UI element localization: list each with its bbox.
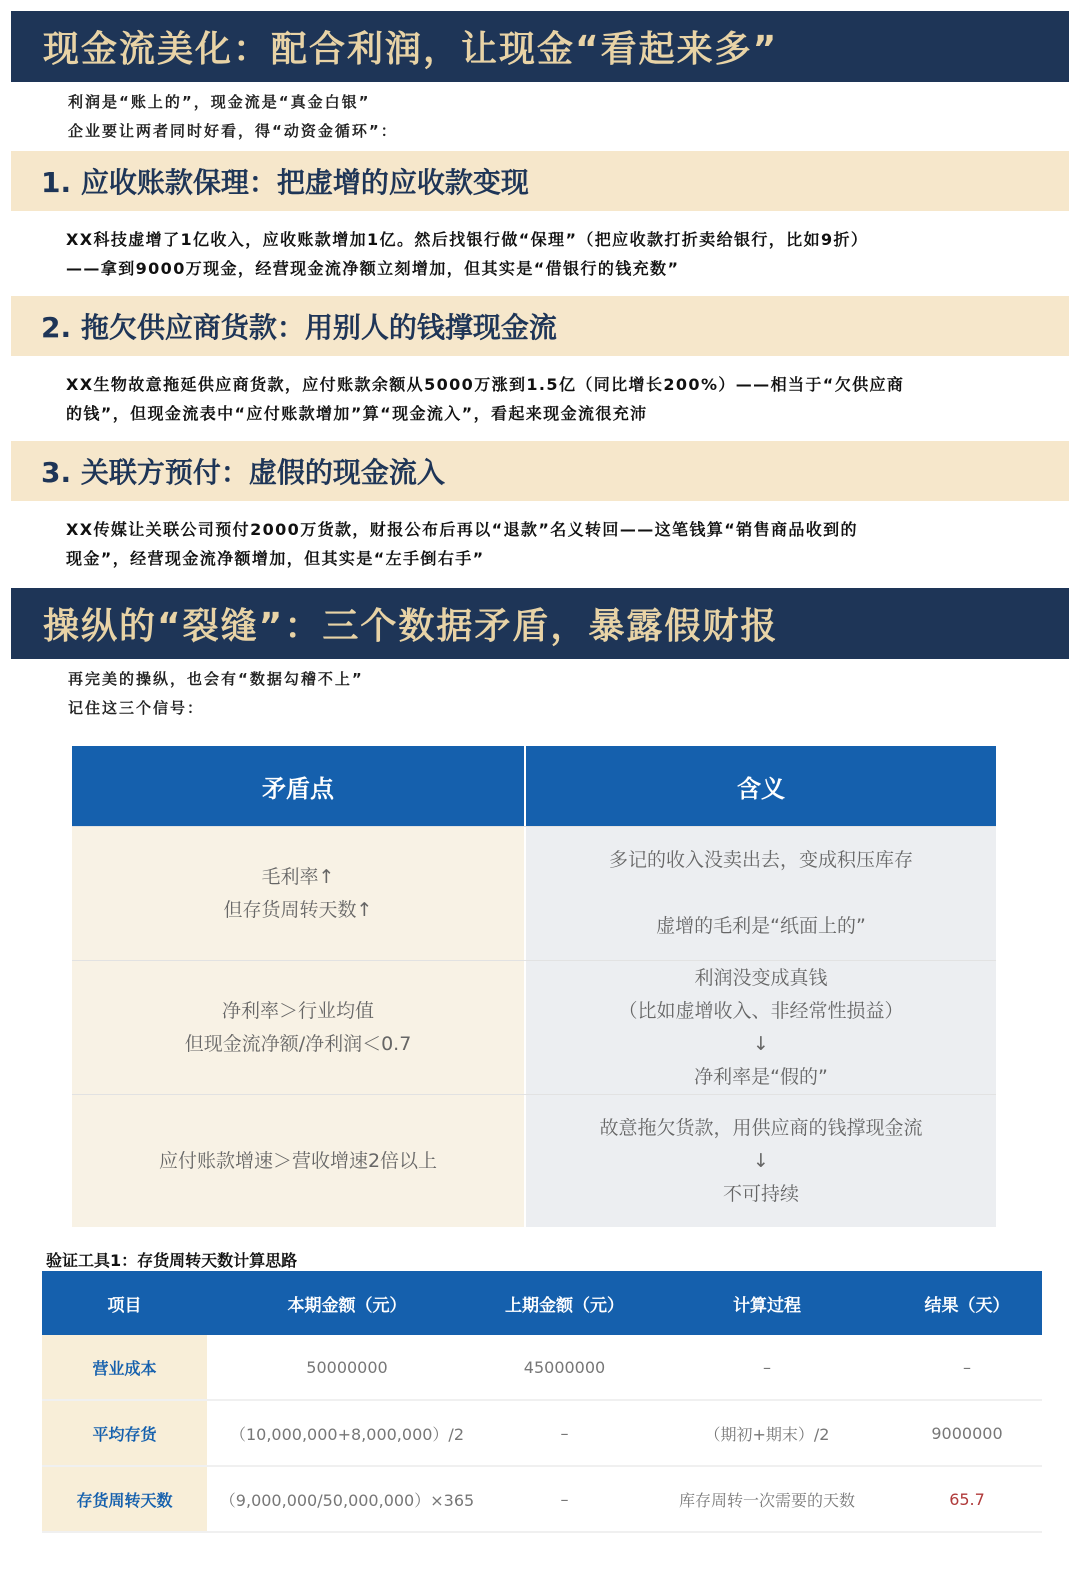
down-arrow-icon: ↓: [753, 1032, 769, 1055]
paragraph-line: ——拿到9000万现金，经营现金流净额立刻增加，但其实是“借银行的钱充数”: [66, 259, 680, 278]
column-header-process: 计算过程: [642, 1271, 892, 1335]
table-row: [72, 960, 996, 1094]
table-row: [42, 1466, 1042, 1532]
section-banner-cashflow: 现金流美化：配合利润，让现金“看起来多”: [11, 11, 1069, 82]
meaning-cell: [526, 1095, 996, 1227]
column-header-point: 矛盾点: [72, 746, 526, 826]
table-row: [72, 826, 996, 960]
row-label: 平均存货: [42, 1400, 207, 1466]
inventory-turnover-table: [42, 1271, 1042, 1533]
method-heading-1: 1. 应收账款保理：把虚增的应收款变现: [11, 151, 1069, 211]
cell-line: 净利率＞行业均值: [221, 999, 374, 1022]
method-heading-2: 2. 拖欠供应商货款：用别人的钱撑现金流: [11, 296, 1069, 356]
table-cell: –: [487, 1466, 642, 1532]
section-banner-cracks: 操纵的“裂缝”：三个数据矛盾，暴露假财报: [11, 588, 1069, 659]
column-header-current: 本期金额（元）: [207, 1271, 487, 1335]
table-cell: （9,000,000/50,000,000）×365: [207, 1466, 487, 1532]
column-header-previous: 上期金额（元）: [487, 1271, 642, 1335]
cell-line: 但存货周转天数↑: [223, 898, 373, 921]
cell-line: 但现金流净额/净利润＜0.7: [184, 1032, 412, 1055]
paragraph-line: 现金”，经营现金流净额增加，但其实是“左手倒右手”: [66, 549, 485, 568]
table-cell: （期初+期末）/2: [642, 1400, 892, 1466]
column-header-result: 结果（天）: [892, 1271, 1042, 1335]
section-intro: [68, 665, 364, 723]
point-cell: [72, 1095, 526, 1227]
paragraph-line: XX生物故意拖延供应商货款，应付账款余额从5000万涨到1.5亿（同比增长200%）——相当于“欠供应商: [66, 375, 905, 394]
column-header-meaning: 含义: [526, 746, 996, 826]
contradiction-table: [72, 746, 996, 1227]
meaning-cell: [526, 827, 996, 960]
cell-line: 虚增的毛利是“纸面上的”: [656, 915, 866, 937]
intro-line: 记住这三个信号：: [68, 699, 205, 717]
table-cell: –: [642, 1335, 892, 1400]
section-intro: [68, 88, 398, 146]
table-header-row: [72, 746, 996, 826]
cell-line: 多记的收入没卖出去，变成积压库存: [608, 849, 913, 871]
table-header-row: [42, 1271, 1042, 1335]
table-cell: （10,000,000+8,000,000）/2: [207, 1400, 487, 1466]
method-paragraph-1: [66, 225, 1056, 283]
cell-line: 应付账款增速＞营收增速2倍以上: [158, 1149, 438, 1172]
cell-line: 利润没变成真钱: [694, 966, 828, 989]
method-paragraph-3: [66, 515, 1056, 573]
point-cell: [72, 827, 526, 960]
method-paragraph-2: [66, 370, 1056, 428]
table-row: [42, 1335, 1042, 1400]
table-cell: 9000000: [892, 1400, 1042, 1466]
table-row: [42, 1400, 1042, 1466]
paragraph-line: XX传媒让关联公司预付2000万货款，财报公布后再以“退款”名义转回——这笔钱算“销售商品收到的: [66, 520, 858, 539]
column-header-item: 项目: [42, 1271, 207, 1335]
table-cell: 库存周转一次需要的天数: [642, 1466, 892, 1532]
meaning-cell: [526, 961, 996, 1094]
cell-line: 故意拖欠货款，用供应商的钱撑现金流: [599, 1116, 923, 1139]
paragraph-line: XX科技虚增了1亿收入，应收账款增加1亿。然后找银行做“保理”（把应收款打折卖给银行，比如9折）: [66, 230, 869, 249]
row-label: 存货周转天数: [42, 1466, 207, 1532]
intro-line: 利润是“账上的”，现金流是“真金白银”: [68, 93, 371, 111]
table-row: [72, 1094, 996, 1227]
result-value: 65.7: [892, 1466, 1042, 1532]
table-cell: –: [892, 1335, 1042, 1400]
intro-line: 企业要让两者同时好看，得“动资金循环”：: [68, 122, 398, 140]
row-label: 营业成本: [42, 1335, 207, 1400]
tool-title: 验证工具1：存货周转天数计算思路: [46, 1251, 298, 1270]
cell-line: 毛利率↑: [261, 865, 335, 888]
table-cell: 45000000: [487, 1335, 642, 1400]
cell-line: 不可持续: [722, 1182, 799, 1205]
paragraph-line: 的钱”，但现金流表中“应付账款增加”算“现金流入”，看起来现金流很充沛: [66, 404, 648, 423]
cell-line: （比如虚增收入、非经常性损益）: [618, 999, 904, 1022]
intro-line: 再完美的操纵，也会有“数据勾稽不上”: [68, 670, 364, 688]
point-cell: [72, 961, 526, 1094]
table-cell: 50000000: [207, 1335, 487, 1400]
method-heading-3: 3. 关联方预付：虚假的现金流入: [11, 441, 1069, 501]
down-arrow-icon: ↓: [753, 1149, 769, 1172]
cell-line: 净利率是“假的”: [694, 1065, 828, 1088]
table-cell: –: [487, 1400, 642, 1466]
